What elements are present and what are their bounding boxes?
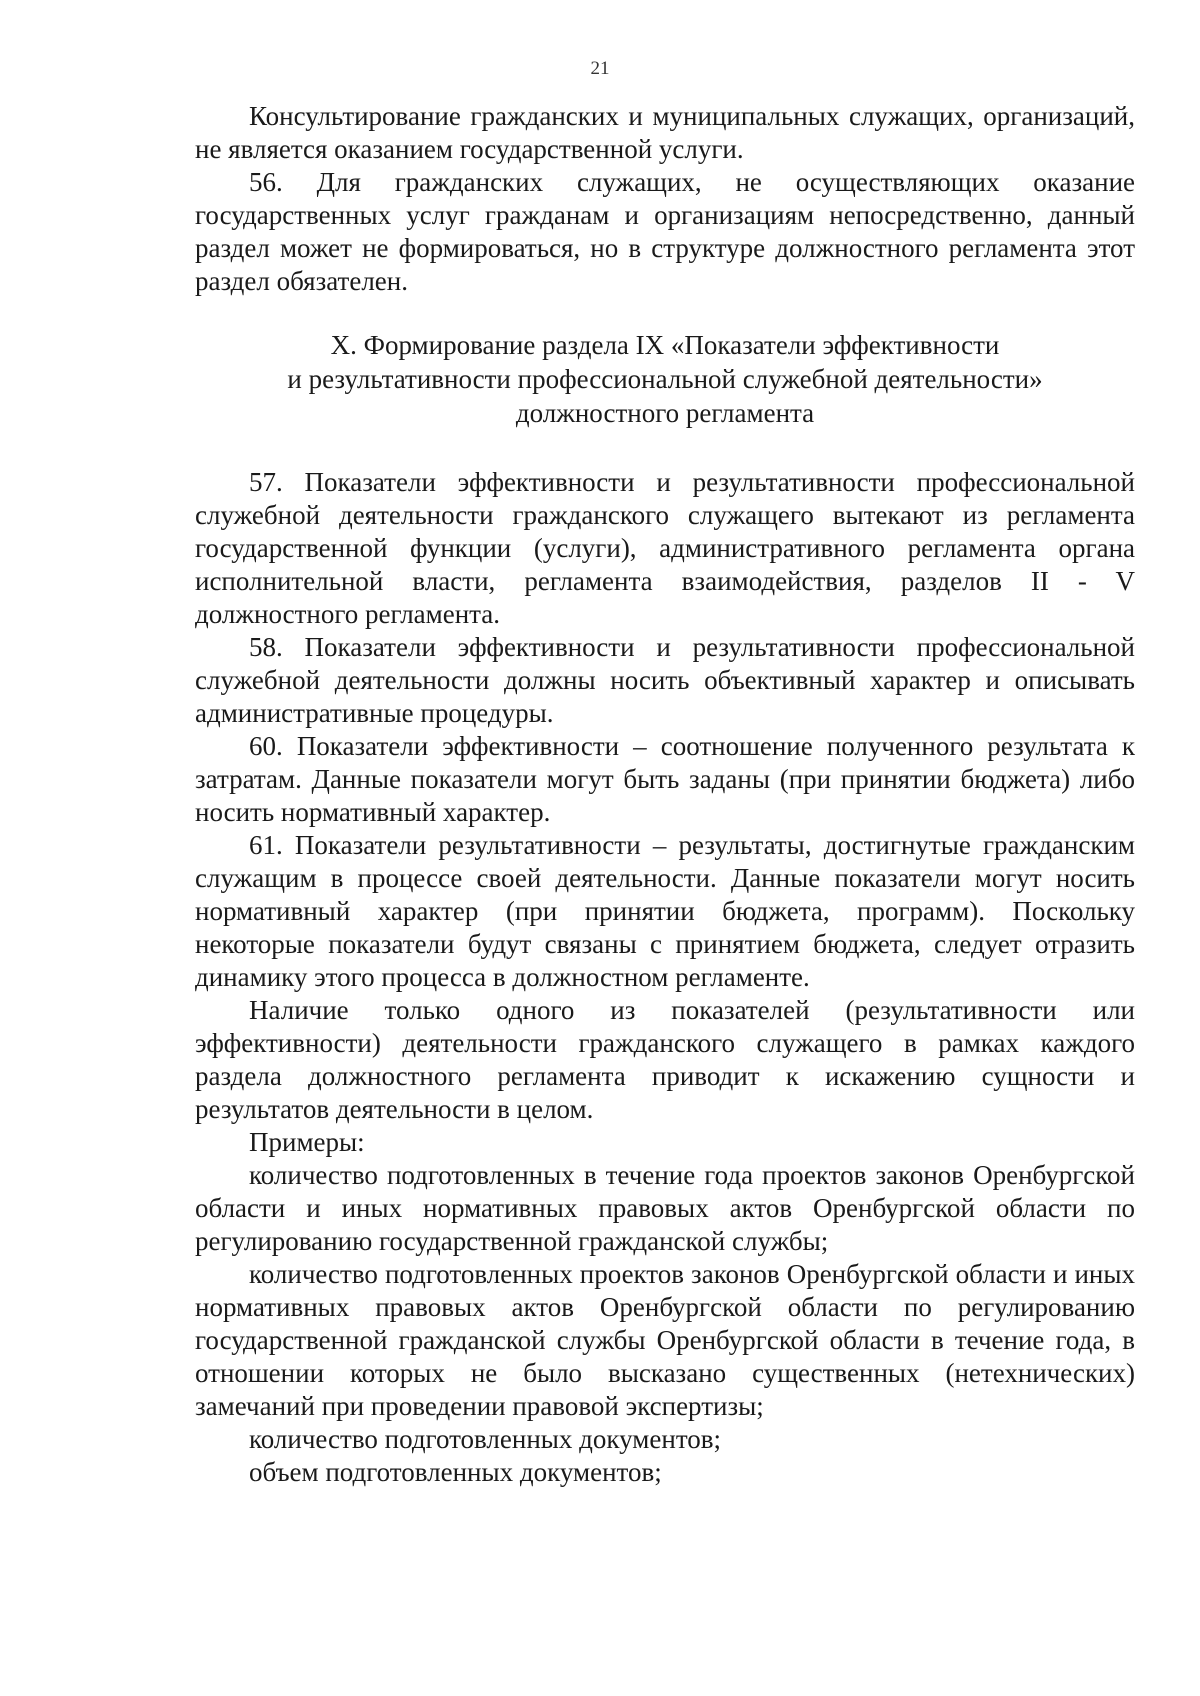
paragraph-examples-label: Примеры: xyxy=(249,1127,365,1157)
document-body xyxy=(195,100,1135,1489)
page-number: 21 xyxy=(590,58,610,79)
paragraph-56: 56. Для гражданских служащих, не осуществляющих оказание государственных услуг гражданам и организациям непосредственно, данный раздел может не формироваться, но в структуре должностного регламента этот раздел обязателен. xyxy=(195,167,1135,296)
paragraph-consulting: Консультирование гражданских и муниципальных служащих, организаций, не является оказанием государственной услуги. xyxy=(195,101,1135,164)
example-item: количество подготовленных проектов законов Оренбургской области и иных нормативных правовых актов Оренбургской области по регулированию государственной гражданской службы Оренбургской области в течение года, в отношении которых не было высказано существенных (нетехнических) замечаний при проведении правовой экспертизы; xyxy=(195,1259,1135,1421)
section-heading-line-2: и результативности профессиональной служебной деятельности» xyxy=(287,364,1043,394)
example-item: объем подготовленных документов; xyxy=(249,1457,662,1487)
paragraph-57: 57. Показатели эффективности и результативности профессиональной служебной деятельности гражданского служащего вытекают из регламента государственной функции (услуги), административного регламента органа исполнительной власти, регламента взаимодействия, разделов II - V должностного регламента. xyxy=(195,467,1135,629)
section-heading-line-3: должностного регламента xyxy=(515,398,815,428)
example-item: количество подготовленных в течение года проектов законов Оренбургской области и иных нормативных правовых актов Оренбургской области по регулированию государственной гражданской службы; xyxy=(195,1160,1135,1256)
example-item: количество подготовленных документов; xyxy=(249,1424,722,1454)
paragraph-indicators-note: Наличие только одного из показателей (результативности или эффективности) деятельности гражданского служащего в рамках каждого раздела должностного регламента приводит к искажению сущности и результатов деятельности в целом. xyxy=(195,995,1135,1124)
section-heading xyxy=(195,328,1135,430)
paragraph-60: 60. Показатели эффективности – соотношение полученного результата к затратам. Данные показатели могут быть заданы (при принятии бюджета) либо носить нормативный характер. xyxy=(195,731,1135,827)
section-heading-line-1: X. Формирование раздела IX «Показатели эффективности xyxy=(330,330,1000,360)
paragraph-61: 61. Показатели результативности – результаты, достигнутые гражданским служащим в процессе своей деятельности. Данные показатели могут носить нормативный характер (при принятии бюджета, программ). Поскольку некоторые показатели будут связаны с принятием бюджета, следует отразить динамику этого процесса в должностном регламенте. xyxy=(195,830,1135,992)
paragraph-58: 58. Показатели эффективности и результативности профессиональной служебной деятельности должны носить объективный характер и описывать административные процедуры. xyxy=(195,632,1135,728)
